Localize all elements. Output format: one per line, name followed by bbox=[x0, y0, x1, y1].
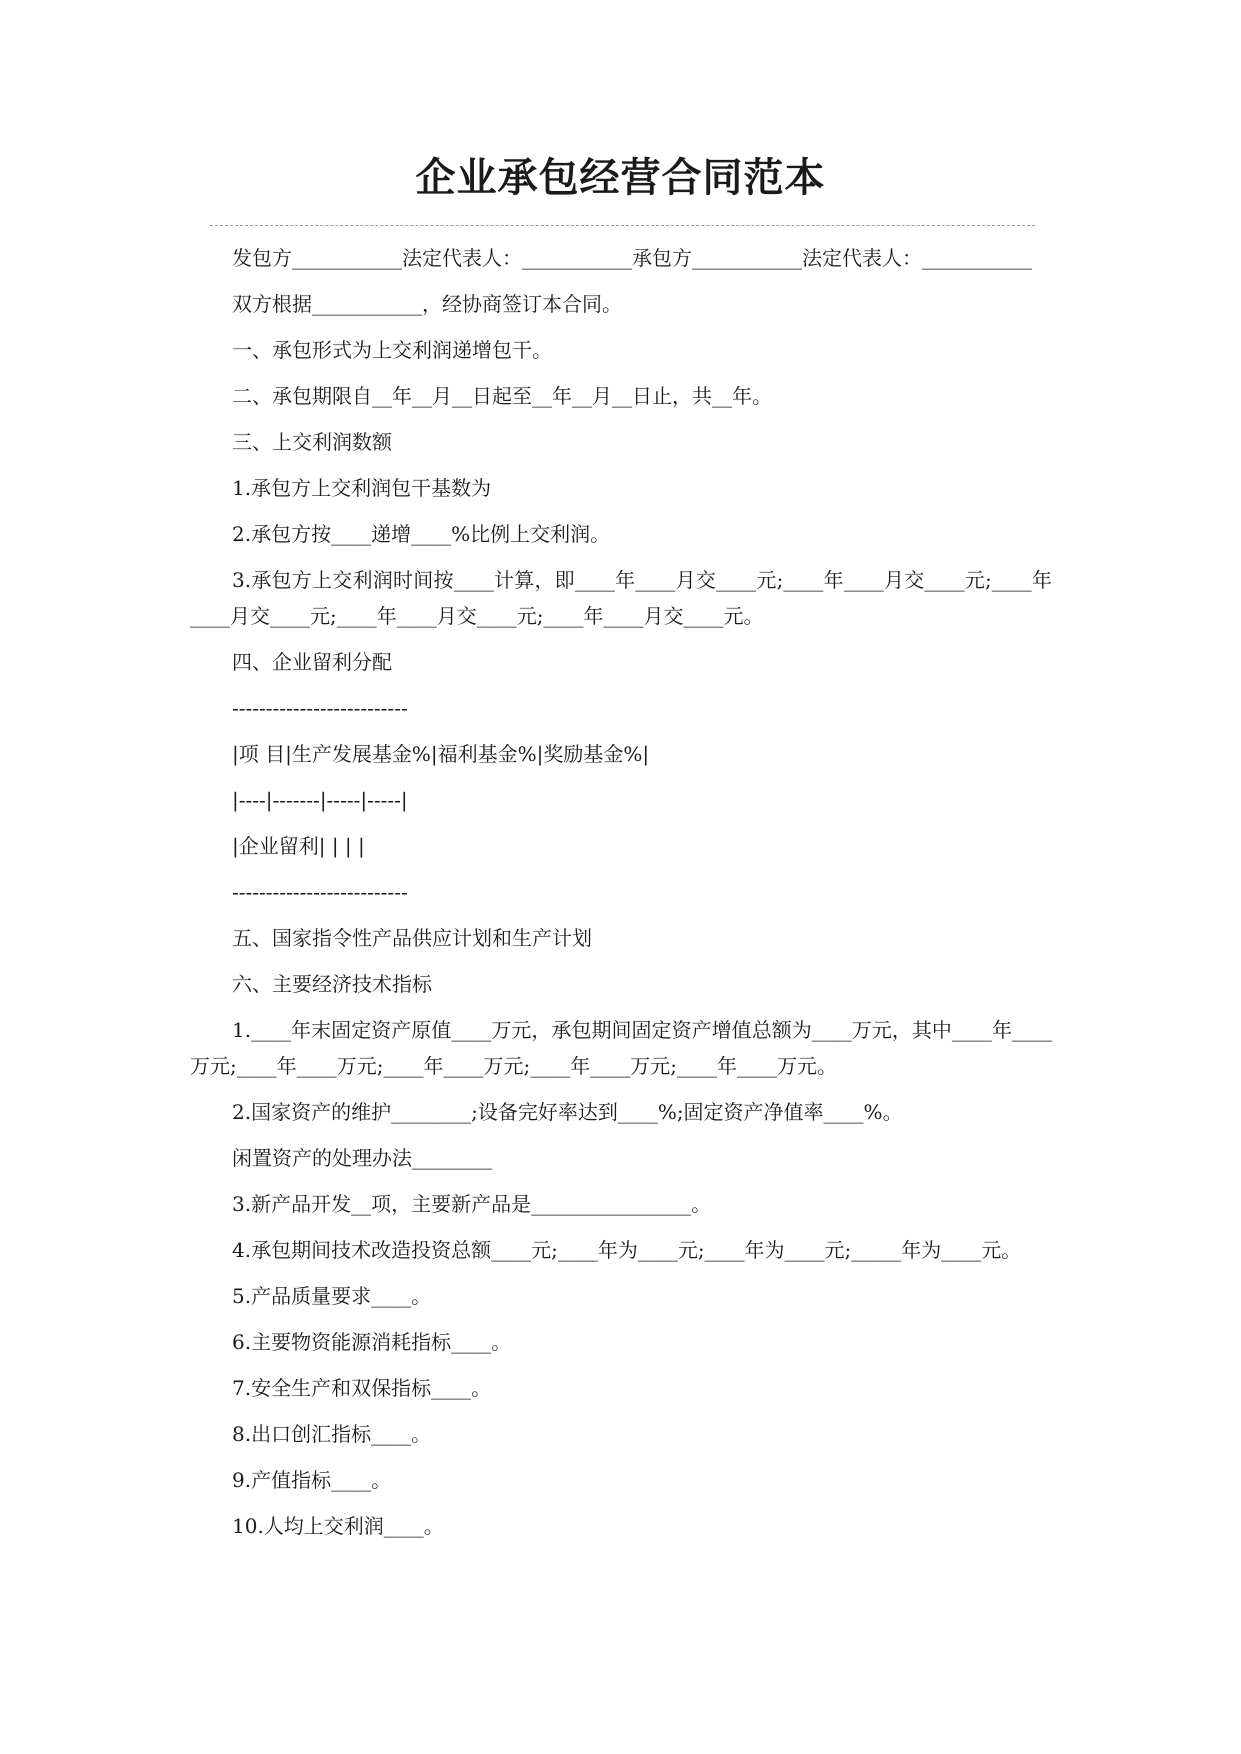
document-title: 企业承包经营合同范本 bbox=[415, 154, 826, 201]
table-separator-row: |----|-------|-----|-----| bbox=[232, 788, 408, 812]
document-body bbox=[190, 240, 1052, 1554]
clause-6-item-5: 5.产品质量要求____。 bbox=[232, 1284, 432, 1308]
clause-6-item-8: 8.出口创汇指标____。 bbox=[232, 1422, 432, 1446]
clause-3-item-2: 2.承包方按____递增____%比例上交利润。 bbox=[232, 522, 611, 546]
table-top-rule: -------------------------- bbox=[232, 696, 408, 720]
basis-paragraph: 双方根据___________，经协商签订本合同。 bbox=[232, 292, 622, 316]
clause-2: 二、承包期限自__年__月__日起至__年__月__日止，共__年。 bbox=[232, 384, 772, 408]
clause-3-item-1: 1.承包方上交利润包干基数为 bbox=[232, 476, 492, 500]
clause-6-heading: 六、主要经济技术指标 bbox=[232, 972, 432, 996]
table-data-row: |企业留利| | | | bbox=[232, 834, 365, 858]
clause-1: 一、承包形式为上交利润递增包干。 bbox=[232, 338, 552, 362]
clause-6-item-2: 2.国家资产的维护________;设备完好率达到____%;固定资产净值率____%。 bbox=[232, 1100, 903, 1124]
clause-6-item-6: 6.主要物资能源消耗指标____。 bbox=[232, 1330, 512, 1354]
clause-4-heading: 四、企业留利分配 bbox=[232, 650, 392, 674]
clause-6-item-4: 4.承包期间技术改造投资总额____元;____年为____元;____年为____元;_____年为____元。 bbox=[232, 1238, 1022, 1262]
title-divider bbox=[210, 225, 1035, 226]
clause-6-item-9: 9.产值指标____。 bbox=[232, 1468, 392, 1492]
clause-6-item-1: 1.____年末固定资产原值____万元，承包期间固定资产增值总额为____万元，其中____年____万元;____年____万元;____年____万元;____年____万元;____年____万元。 bbox=[190, 1018, 1052, 1078]
clause-3-heading: 三、上交利润数额 bbox=[232, 430, 392, 454]
idle-assets-line: 闲置资产的处理办法________ bbox=[232, 1146, 492, 1170]
table-bottom-rule: -------------------------- bbox=[232, 880, 408, 904]
table-header-row: |项 目|生产发展基金%|福利基金%|奖励基金%| bbox=[232, 742, 650, 766]
clause-3-item-3: 3.承包方上交利润时间按____计算，即____年____月交____元;____年____月交____元;____年____月交____元;____年____月交____元;____年____月交____元。 bbox=[190, 568, 1052, 628]
parties-paragraph: 发包方___________法定代表人：___________承包方___________法定代表人：___________ bbox=[232, 246, 1032, 270]
clause-6-item-10: 10.人均上交利润____。 bbox=[232, 1514, 444, 1538]
clause-6-item-7: 7.安全生产和双保指标____。 bbox=[232, 1376, 492, 1400]
clause-6-item-3: 3.新产品开发__项，主要新产品是________________。 bbox=[232, 1192, 712, 1216]
clause-5-heading: 五、国家指令性产品供应计划和生产计划 bbox=[232, 926, 592, 950]
